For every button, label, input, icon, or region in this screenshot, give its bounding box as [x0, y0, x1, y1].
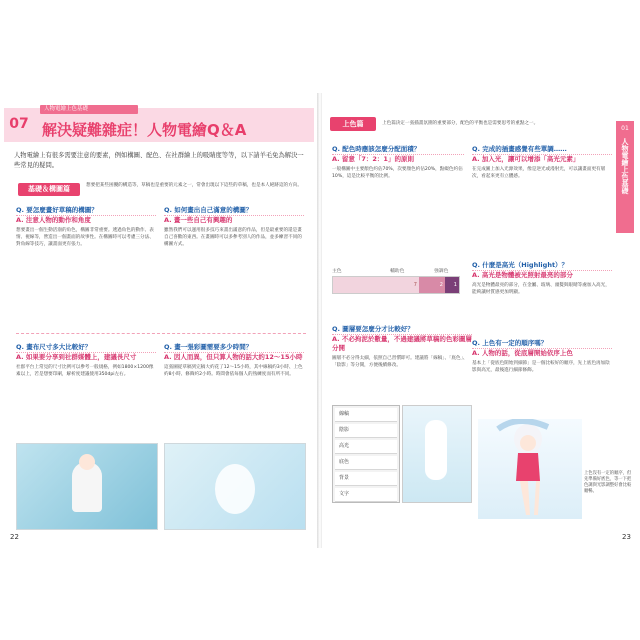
character-illustration	[478, 419, 582, 519]
question: Q. 畫一張彩圖需要多少時間？	[164, 343, 253, 351]
ratio-segment: 1	[445, 277, 459, 293]
qa-item-8	[332, 325, 472, 370]
answer-body: 基本上「從底色開始到細節」是一個比較好的順序，先上底色再加陰影與高光，最後進行細節修飾。	[472, 361, 610, 373]
qa-item-6	[472, 145, 612, 181]
layer-row[interactable]: 文字	[335, 488, 397, 502]
answer: A. 高光是物體被光照射最亮的部分	[472, 271, 573, 279]
answer-body: 雖然我們可以運用很多技巧來畫出滿意的作品，但是最重要的還是畫自己喜歡的東西。在畫圖時可以多參考別人的作品，並多練習不同的構圖方式。	[164, 228, 302, 247]
sidebar-number: 01	[621, 125, 629, 132]
character-figure	[478, 419, 582, 519]
right-page	[322, 93, 636, 548]
example-illustration	[16, 443, 158, 530]
ratio-segment: 2	[419, 277, 445, 293]
question: Q. 配色時應該怎麼分配面積？	[332, 145, 421, 153]
ratio-label-main: 主色	[332, 269, 342, 274]
qa-item-9	[472, 339, 612, 375]
page-title: 解決疑難雜症！人物電繪Q＆A	[42, 121, 247, 139]
ratio-label-accent: 強調色	[434, 269, 449, 274]
answer: A. 注意人物的動作和角度	[16, 216, 91, 224]
color-ratio-bar	[332, 267, 460, 294]
answer-body: 社群平台上常見的尺寸比例可以參考一般規格，例如1800×1200像素以上，若是想要印刷，解析度建議使用350dpi左右。	[16, 365, 154, 377]
answer: A. 畫一些自己有興趣的	[164, 216, 233, 224]
question: Q. 上色有一定的順序嗎？	[472, 339, 548, 347]
qa-item-4	[164, 343, 304, 379]
question: Q. 畫布尺寸多大比較好？	[16, 343, 92, 351]
answer-body: 一般構圖中主要顏色約佔70%，次要顏色約佔20%，點綴色約佔10%，這是比較平衡的比例。	[332, 167, 463, 179]
section-desc: 想要把某些困擾的構造等，草稿也是重要的元素之一，常會出現以下這些的草稿，也是本人絕跡這的方向。	[86, 183, 302, 188]
answer-body: 在完成圖上加入光源效果，像是逆光或漫射光，可以讓畫面更有層次，看起來更有立體感。	[472, 167, 606, 179]
answer: A. 加入光，讓可以增添「高光元素」	[472, 155, 580, 163]
layer-preview	[402, 405, 472, 503]
answer-body: 圖層不必分得太細，依照自己習慣即可。建議將「線稿」、「底色」、「陰影」等分開，方便後續修改。	[332, 356, 468, 368]
section-desc: 上色篇決定一張插畫氛圍的重要部分，配色的平衡也是需要思考的重點之一。	[382, 121, 539, 126]
answer: A. 人物的話，從底層開始依序上色	[472, 349, 573, 357]
qa-item-1	[16, 206, 156, 248]
chapter-sidebar	[616, 121, 634, 233]
answer: A. 如果要分享到社群媒體上，建議長尺寸	[16, 353, 137, 361]
question: Q. 什麼是高光（Highlight）？	[472, 261, 569, 269]
layer-row[interactable]: 線稿	[335, 408, 397, 422]
section-label: 上色篇	[330, 117, 376, 131]
answer-body: 這張圖從草稿到完稿大約花了12～15小時，其中線稿約3小時、上色約8小時、修飾約2小時。時間會依每個人的熟練度而有所不同。	[164, 365, 303, 377]
layer-row[interactable]: 陰影	[335, 424, 397, 438]
ratio-segment: 7	[333, 277, 419, 293]
layer-row[interactable]: 底色	[335, 456, 397, 470]
qa-item-5	[332, 145, 464, 181]
qa-item-3	[16, 343, 156, 379]
question: Q. 圖層要怎麼分才比較好？	[332, 325, 414, 333]
page-number: 22	[10, 533, 19, 541]
answer: A. 因人而異，但只算人物的話大約12～15小時	[164, 353, 303, 361]
chapter-tag: 人物電繪上色基礎	[40, 105, 138, 114]
answer-body: 想要畫出一個生動活潑的角色，構圖非常重要。透過角色的動作、表情、視線等，營造出一個畫面的故事性。在構圖時可以考慮三分法、對角線等技巧，讓畫面更有張力。	[16, 228, 154, 247]
chapter-number: 07	[9, 116, 29, 132]
illustration-caption: 上色沒有一定的順序，但先準備好底色，等一下把色調與光影調整好會比較順暢。	[584, 471, 632, 494]
section-label: 基礎＆構圖篇	[18, 183, 80, 196]
ratio-label-sub: 輔助色	[390, 269, 405, 274]
answer: A. 不必拘泥於數量，不過建議將草稿的色彩圖層分開	[332, 335, 472, 352]
qa-item-7	[472, 261, 612, 297]
answer-body: 高光是物體最亮的部分，在金屬、玻璃、頭髮與眼睛等處加入高光，能夠讓材質感更加明顯。	[472, 283, 610, 295]
intro-text: 人物電繪上有很多需要注意的要素，例如構圖、配色、在社群繪上的吸睛度等等，以下請羊毛免為解決一些常見的疑問。	[14, 152, 304, 169]
question: Q. 要怎麼畫好草稿的構圖？	[16, 206, 98, 214]
answer: A. 留意「7：2：1」的原則	[332, 155, 414, 163]
layer-row[interactable]: 高光	[335, 440, 397, 454]
divider	[16, 333, 306, 334]
layer-panel	[332, 405, 400, 503]
page-number: 23	[622, 533, 631, 541]
left-page	[4, 93, 318, 548]
question: Q. 如何畫出自己滿意的構圖？	[164, 206, 253, 214]
layer-row[interactable]: 背景	[335, 472, 397, 486]
sidebar-text: 人物電繪上色基礎	[621, 138, 629, 194]
example-illustration	[164, 443, 306, 530]
question: Q. 完成的插畫感覺有些單調……	[472, 145, 567, 153]
qa-item-2	[164, 206, 304, 248]
